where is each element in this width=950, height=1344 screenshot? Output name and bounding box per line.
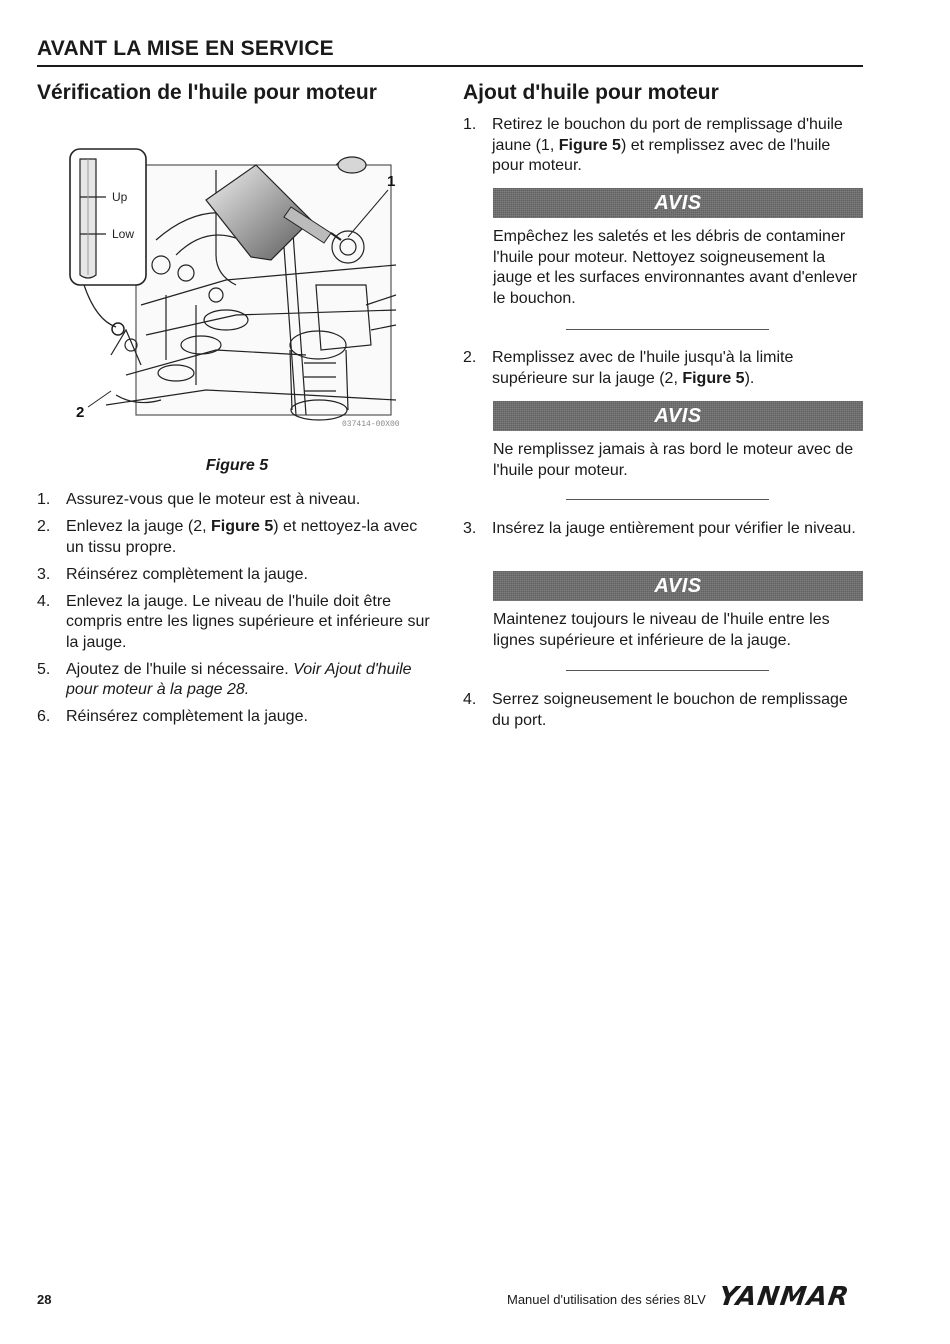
step-text: Serrez soigneusement le bouchon de remplissage du port. [492, 691, 848, 729]
yanmar-logo: YANMAR [716, 1282, 852, 1312]
footer-manual-title: Manuel d'utilisation des séries 8LV [507, 1292, 706, 1307]
add-oil-step-3 [463, 519, 863, 540]
step-text: Réinsérez complètement la jauge. [66, 565, 308, 583]
step-number: 3. [463, 520, 477, 537]
list-item [463, 348, 863, 389]
add-oil-step-1 [463, 115, 863, 177]
step-number: 2. [37, 518, 51, 535]
notice-divider [566, 499, 769, 500]
left-steps [37, 490, 437, 734]
callout-2: 2 [76, 404, 85, 421]
figure-code: 037414-00X00 [342, 420, 400, 429]
add-oil-step-4 [463, 690, 863, 731]
list-item [37, 565, 437, 586]
notice-banner: AVIS [493, 188, 863, 218]
step-number: 2. [463, 349, 477, 366]
step-number: 3. [37, 565, 51, 583]
step-text: Assurez-vous que le moteur est à niveau. [66, 491, 361, 508]
notice-text: Ne remplissez jamais à ras bord le moteur avec de l'huile pour moteur. [493, 441, 854, 479]
page-number: 28 [37, 1292, 52, 1307]
section-title: AVANT LA MISE EN SERVICE [37, 37, 334, 60]
step-number: 6. [37, 708, 51, 725]
step-text: Réinsérez complètement la jauge. [66, 708, 308, 725]
list-item [37, 517, 437, 558]
section-header [37, 36, 863, 62]
step-text: Retirez le bouchon du port de remplissage d'huile jaune (1, [492, 116, 843, 154]
figure-reference: Figure 5 [558, 136, 621, 154]
notice-text: Maintenez toujours le niveau de l'huile entre les lignes supérieure et inférieure de la jauge. [493, 611, 830, 649]
dipstick-label-up: Up [112, 190, 128, 204]
notice-text: Empêchez les saletés et les débris de contaminer l'huile pour moteur. Nettoyez soigneusement la jauge et les surfaces environnantes avant d'enlever le bouchon. [493, 228, 858, 307]
left-column [37, 80, 437, 106]
step-text: Ajoutez de l'huile si nécessaire. [66, 660, 294, 678]
step-number: 4. [463, 691, 477, 708]
list-item [37, 660, 437, 701]
step-text: Enlevez la jauge (2, [66, 518, 211, 535]
list-item [37, 490, 437, 511]
notice-divider [566, 670, 769, 671]
step-text: ) et remplissez avec de l'huile pour moteur. [492, 136, 831, 174]
step-text: Insérez la jauge entièrement pour vérifier le niveau. [492, 520, 856, 537]
add-oil-step-2 [463, 348, 863, 389]
step-number: 4. [37, 592, 51, 610]
list-item [463, 690, 863, 731]
notice-banner: AVIS [493, 571, 863, 601]
notice-divider [566, 329, 769, 330]
list-item [463, 519, 863, 540]
heading-add-oil: Ajout d'huile pour moteur [463, 81, 719, 104]
step-number: 1. [463, 116, 477, 133]
engine-illustration [66, 145, 406, 430]
header-divider [37, 65, 863, 67]
list-item [37, 592, 437, 654]
step-number: 5. [37, 660, 51, 678]
cross-reference: Voir Ajout d'huile pour moteur à la page 28. [66, 660, 412, 698]
list-item [37, 707, 437, 728]
figure-caption: Figure 5 [205, 457, 269, 474]
figure-reference: Figure 5 [682, 369, 745, 387]
dipstick-label-low: Low [112, 227, 135, 241]
step-text: ) et nettoyez-la avec un tissu propre. [66, 518, 418, 556]
right-column [463, 80, 863, 106]
callout-1: 1 [387, 173, 396, 190]
figure-reference: Figure 5 [210, 518, 274, 535]
step-text: Remplissez avec de l'huile jusqu'à la limite supérieure sur la jauge (2, [492, 349, 794, 387]
step-number: 1. [37, 491, 51, 508]
engine-figure [66, 145, 406, 430]
step-text: Enlevez la jauge. Le niveau de l'huile doit être compris entre les lignes supérieure et inférieure sur la jauge. [66, 592, 430, 651]
heading-oil-check: Vérification de l'huile pour moteur [37, 81, 377, 104]
notice-banner: AVIS [493, 401, 863, 431]
list-item [463, 115, 863, 177]
oil-check-steps [37, 490, 437, 728]
step-text: ). [744, 369, 755, 387]
